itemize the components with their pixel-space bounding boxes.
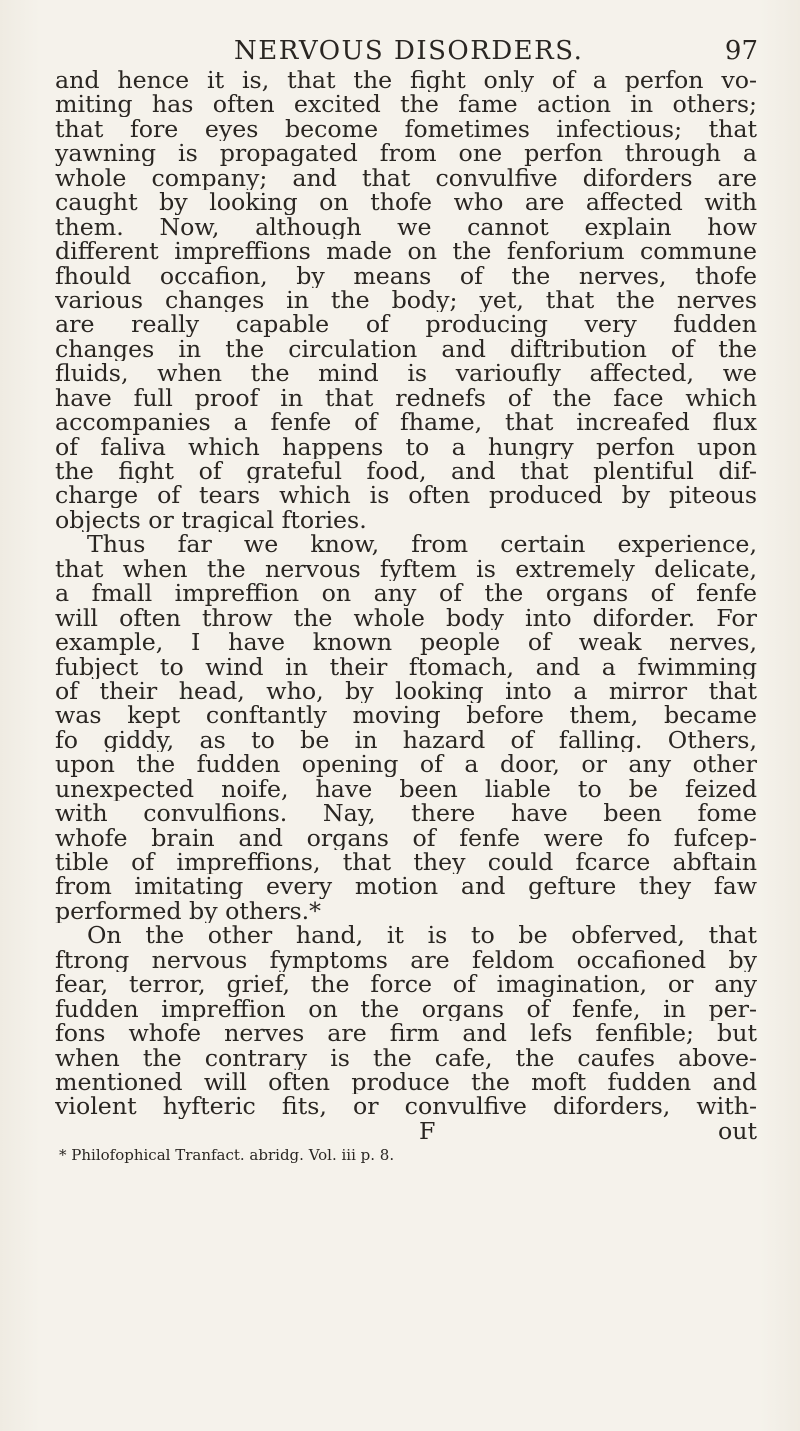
signature-catchword-line: [55, 1119, 757, 1143]
text-line: violent hyfteric fits, or convulfive diforders, with-: [55, 1094, 757, 1119]
text-line: mentioned will often produce the moft fudden and: [55, 1069, 757, 1095]
text-line: that fore eyes become fometimes infectious; that: [55, 116, 757, 142]
text-line: will often throw the whole body into diforder. For: [55, 605, 757, 631]
text-line: of faliva which happens to a hungry perfon upon: [55, 434, 757, 459]
text-line: Thus far we know, from certain experience,: [87, 532, 757, 557]
text-line: was kept conftantly moving before them, became: [55, 703, 757, 728]
text-line: from imitating every motion and gefture they faw: [55, 874, 757, 899]
text-line: are really capable of producing very fudden: [55, 312, 757, 337]
text-line: the fight of grateful food, and that plentiful dif-: [55, 459, 757, 484]
text-line: various changes in the body; yet, that the nerves: [55, 287, 757, 313]
running-title: NERVOUS DISORDERS.: [234, 36, 584, 66]
text-line: with convulfions. Nay, there have been fome: [55, 801, 757, 826]
body-text: [55, 68, 757, 1167]
text-line: example, I have known people of weak nerves,: [55, 630, 757, 655]
text-line: ftrong nervous fymptoms are feldom occafioned by: [55, 947, 757, 973]
text-line: have full proof in that rednefs of the face which: [55, 385, 757, 411]
text-line: accompanies a fenfe of fhame, that increafed flux: [55, 410, 757, 435]
text-line: yawning is propagated from one perfon through a: [55, 141, 757, 166]
text-line: whole company; and that convulfive diforders are: [55, 165, 757, 191]
text-line: whofe brain and organs of fenfe were fo fufcep-: [55, 825, 757, 850]
text-line: fubject to wind in their ftomach, and a fwimming: [55, 654, 757, 679]
text-line: that when the nervous fyftem is extremely delicate,: [55, 556, 757, 582]
text-line: objects or tragical ftories.: [55, 507, 367, 533]
signature-mark: F: [419, 1118, 436, 1144]
text-line: when the contrary is the cafe, the caufes above-: [55, 1045, 757, 1070]
text-line: fons whofe nerves are firm and lefs fenfible; but: [55, 1021, 757, 1046]
text-line: them. Now, although we cannot explain how: [55, 214, 757, 240]
text-line: fluids, when the mind is varioufly affected, we: [55, 361, 757, 386]
page-number: 97: [724, 36, 758, 66]
text-line: On the other hand, it is to be obferved, that: [87, 923, 757, 948]
text-line: performed by others.*: [55, 898, 322, 924]
text-line: changes in the circulation and diftribution of the: [55, 336, 757, 362]
text-line: fhould occafion, by means of the nerves, thofe: [55, 263, 757, 288]
text-line: unexpected noife, have been liable to be feized: [55, 776, 757, 802]
text-line: fear, terror, grief, the force of imagination, or any: [55, 972, 757, 997]
footnote: * Philofophical Tranfact. abridg. Vol. iii p. 8.: [59, 1146, 395, 1165]
catchword: out: [717, 1118, 757, 1144]
text-line: different impreffions made on the fenforium commune: [55, 239, 757, 264]
text-line: a fmall impreffion on any of the organs of fenfe: [55, 581, 757, 606]
text-line: fo giddy, as to be in hazard of falling. Others,: [55, 727, 757, 753]
text-line: of their head, who, by looking into a mirror that: [55, 678, 757, 704]
text-line: tible of impreffions, that they could fcarce abftain: [55, 850, 757, 875]
text-line: fudden impreffion on the organs of fenfe, in per-: [55, 996, 757, 1022]
text-line: miting has often excited the fame action in others;: [55, 92, 757, 117]
page-header: [54, 36, 758, 72]
text-line: and hence it is, that the fight only of a perfon vo-: [55, 68, 757, 93]
text-line: caught by looking on thofe who are affected with: [55, 190, 757, 215]
text-line: charge of tears which is often produced by piteous: [55, 483, 757, 508]
text-line: upon the fudden opening of a door, or any other: [55, 752, 757, 777]
